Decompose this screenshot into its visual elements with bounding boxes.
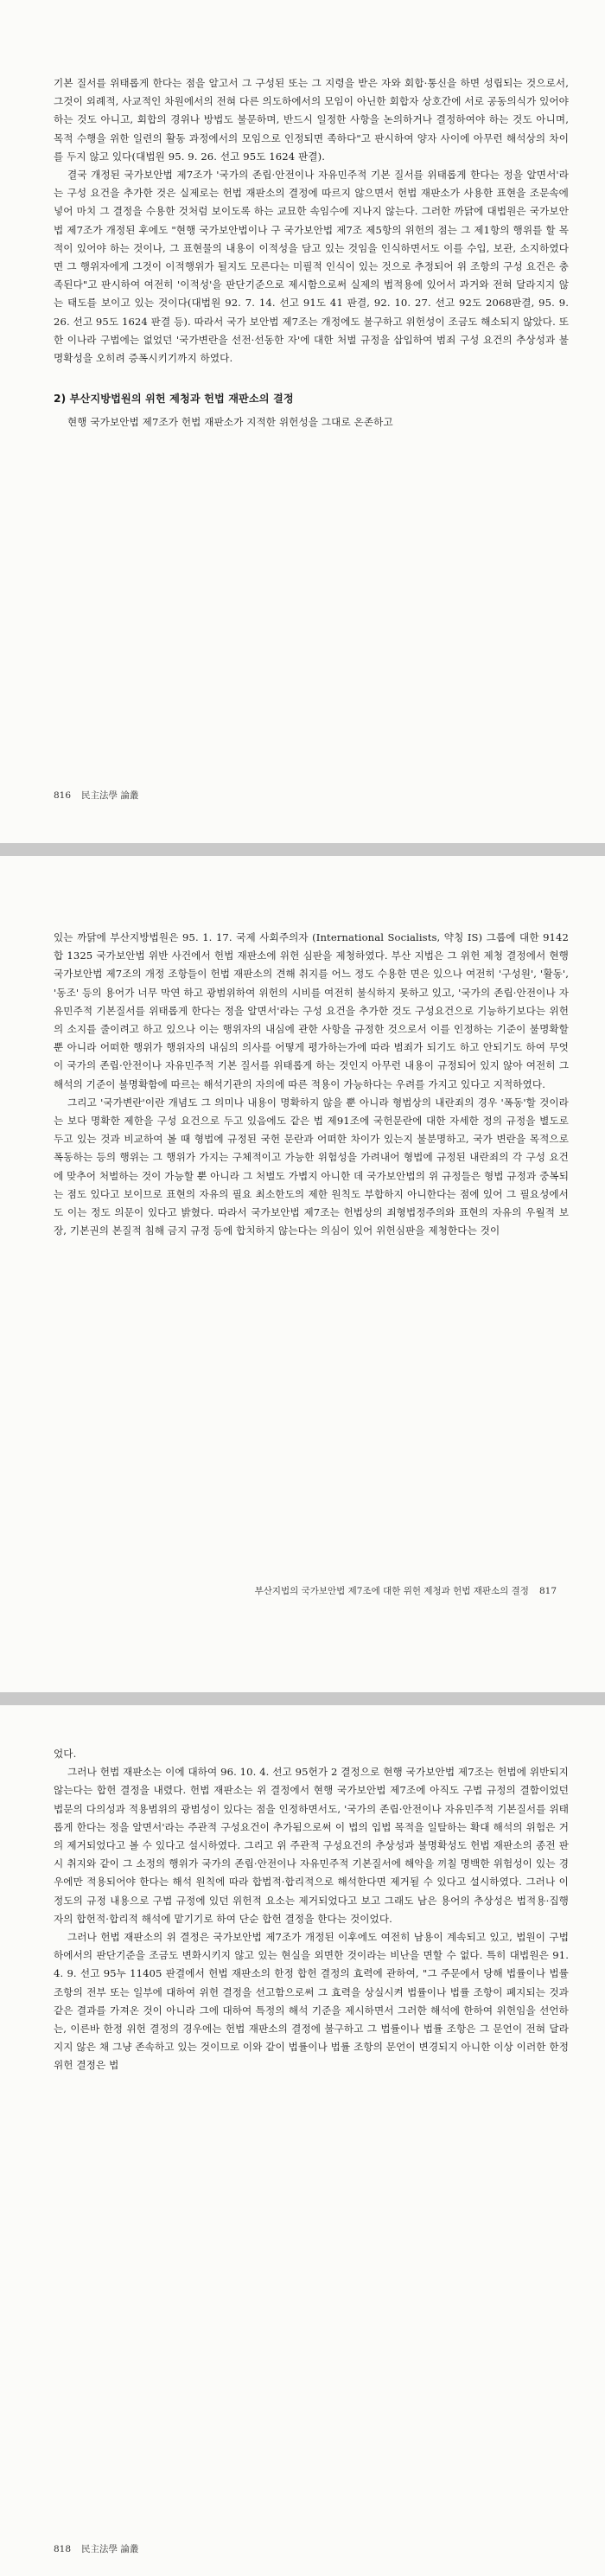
running-title: 民主法學 論叢	[81, 2544, 139, 2554]
section-heading: 2) 부산지방법원의 위헌 제청과 헌법 재판소의 결정	[54, 393, 294, 406]
paragraph: 현행 국가보안법 제7조가 헌법 재판소가 지적한 위헌성을 그대로 온존하고	[67, 416, 393, 429]
running-title: 民主法學 論叢	[81, 790, 139, 801]
page-817-body	[54, 929, 569, 1240]
page-number: 817	[538, 1586, 557, 1596]
page-number: 816	[54, 790, 72, 801]
paragraph: 었다.	[54, 1748, 77, 1760]
page-816-body	[54, 74, 569, 432]
paragraph: 있는 까닭에 부산지방법원은 95. 1. 17. 국제 사회주의자 (International Socialists, 약칭 IS) 그룹에 대한 9142합 1325 국가보안법 위반 사건에서 헌법 재판소에 위헌 심판을 제청하였다. 부산 지법은 그 위헌 제청 결정에서 현행 국가보안법 제7조의 개정 조항들이 헌법 재판소의 견해 취지를 어느 정도 수용한 면은 있으나 여전히 '구성원', '활동', '동조' 등의 용어가 너무 막연 하고 광범위하여 위헌의 시비를 여전히 불식하지 못하고 있고, '국가의 존립·안전이나 자유민주적 기본질서를 위태롭게 한다는 정을 알면서'라는 구성 요건을 추가한 것도 구성요건으로 기능하기보다는 위헌의 소지를 줄이려고 하고 있으나 이는 행위자의 내심에 관한 사항을 규정한 것으로서 이를 인정하는 기준이 불명확할 뿐 아니라 어떠한 행위가 행위자의 내심의 의사를 어떻게 평가하는가에 따라 범죄가 되기도 하고 안되기도 하여 무엇이 국가의 존립·안전이나 자유민주적 기본 질서를 위태롭게 하는 것인지 아무런 내용이 규정되어 있지 않아 여전히 그 해석의 기준이 불명확함에 따르는 해석기관의 자의에 따른 적용이 가능하다는 우려를 가지고 있다고 지적하였다.	[54, 931, 569, 1090]
page-footer	[54, 2542, 149, 2555]
page-816	[0, 0, 605, 843]
page-818	[0, 1705, 605, 2576]
page-817	[0, 856, 605, 1692]
paragraph: 그러나 헌법 재판소는 이에 대하여 96. 10. 4. 선고 95헌가 2 결정으로 현행 국가보안법 제7조는 헌법에 위반되지 않는다는 합헌 결정을 내렸다. 헌법 재판소는 위 결정에서 현행 국가보안법 제7조에 아직도 구법 규정의 결함이었던 법문의 다의성과 적용범위의 광범성이 있다는 점을 인정하면서도, '국가의 존립·안전이나 자유민주적 기본질서를 위태롭게 한다는 정을 알면서'라는 주관적 구성요건이 추가됨으로써 이 법의 입법 목적을 일탈하는 확대 해석의 위험은 거의 제거되었다고 볼 수 있다고 설시하였다. 그리고 위 주관적 구성요건의 추상성과 불명확성도 헌법 재판소의 종전 판시 취지와 같이 그 소정의 행위가 국가의 존립·안전이나 자유민주적 기본질서에 해악을 끼칠 명백한 위험성이 있는 경우에만 적용되어야 한다는 해석 원칙에 따라 합법적·합리적으로 해석한다면 제거될 수 있다고 설시하였다. 그러나 이 정도의 규정 내용으로 구법 규정에 있던 위헌적 요소는 제거되었다고 보고 그래도 남은 용어의 추상성은 법적용·집행자의 합헌적·합리적 해석에 맡기기로 하여 단순 합헌 결정을 한다는 것이었다.	[54, 1766, 569, 1925]
page-footer	[255, 1584, 567, 1597]
paragraph: 결국 개정된 국가보안법 제7조가 '국가의 존립·안전이나 자유민주적 기본 질서를 위태롭게 한다는 정을 알면서'라는 구성 요건을 추가한 것은 실제로는 헌법 재판소의 결정에 따르지 않으면서 헌법 재판소가 사용한 표현을 조문속에 넣어 마치 그 결정을 수용한 것처럼 보이도록 하는 교묘한 속임수에 지나지 않는다. 그러한 까닭에 대법원은 국가보안법 제7조가 개정된 후에도 "현행 국가보안법이나 구 국가보안법 제7조 제5항의 위헌의 점는 그 제1항의 행위를 할 목적이 있어야 하는 것이나, 그 표현물의 내용이 이적성을 담고 있는 것임을 인식하면서도 이를 수입, 보관, 소지하였다면 그 행위자에게 그것이 이적행위가 될지도 모른다는 미필적 인식이 있는 것으로 추정되어 위 조항의 구성 요건은 충족된다"고 판시하여 여전히 '이적성'을 판단기준으로 제시함으로써 실제의 법적용에 있어서 과거와 전혀 달라지지 않는 태도를 보이고 있는 것이다(대법원 92. 7. 14. 선고 91도 41 판결, 92. 10. 27. 선고 92도 2068판결, 95. 9. 26. 선고 95도 1624 판결 등). 따라서 국가 보안법 제7조는 개정에도 불구하고 위헌성이 조금도 해소되지 않았다. 또한 이나라 구법에는 없었던 '국가변란을 선전·선동한 자'에 대한 처벌 규정을 삽입하여 범죄 구성 요건의 추상성과 불명확성을 오히려 증폭시키기까지 하였다.	[54, 169, 569, 365]
page-number: 818	[54, 2544, 72, 2554]
paragraph: 그리고 '국가변란'이란 개념도 그 의미나 내용이 명확하지 않을 뿐 아니라 형법상의 내란죄의 경우 '폭동'할 것이라는 보다 명확한 제한을 구성 요건으로 두고 있음에도 같은 법 제91조에 국헌문란에 대한 자세한 정의 규정을 별도로 두고 있는 것과 비교하여 볼 때 형법에 규정된 국헌 문란과 어떠한 차이가 있는지 불분명하고, 국가 변란을 목적으로 폭동하는 등의 행위는 그 행위가 가지는 구체적이고 가능한 위험성을 가려내어 형법에 규정된 내란죄의 각 구성 요건에 맞추어 처벌하는 것이 가능할 뿐 아니라 그 처벌도 가볍지 아니한 데 국가보안법의 위 규정들은 형법 규정과 중복되는 점도 있다고 보이므로 표현의 자유의 필요 최소한도의 제한 원칙도 부합하지 아니한다는 점에 있어 그 필요성에서도 이는 정도 의문이 있다고 밝혔다. 따라서 국가보안법 제7조는 헌법상의 죄형법정주의와 표현의 자유의 우월적 보장, 기본권의 본질적 침해 금지 규정 등에 합치하지 않는다는 의심이 있어 위헌심판을 제청한다는 것이	[54, 1096, 569, 1237]
running-title: 부산지법의 국가보안법 제7조에 대한 위헌 제청과 헌법 재판소의 결정	[254, 1586, 529, 1596]
paragraph: 그러나 헌법 재판소의 위 결정은 국가보안법 제7조가 개정된 이후에도 여전히 남용이 계속되고 있고, 법원이 구법하에서의 판단기준을 조금도 변화시키지 않고 있는 현실을 외면한 것이라는 비난을 면할 수 없다. 특히 대법원은 91. 4. 9. 선고 95누 11405 판결에서 헌법 재판소의 한정 합헌 결정의 효력에 관하여, "그 주문에서 당해 법률이나 법률 조항의 전부 또는 일부에 대하여 위헌 결정을 선고함으로써 그 효력을 상실시켜 법률이나 법률 조항이 폐지되는 것과 같은 결과를 가져온 것이 아니라 그에 대하여 특정의 해석 기준을 제시하면서 그러한 해석에 한하여 위헌임을 선언하는, 이른바 한정 위헌 결정의 경우에는 헌법 재판소의 결정에 불구하고 그 법률이나 법률 조항은 그 문언이 전혀 달라지지 않은 채 그냥 존속하고 있는 것이므로 이와 같이 법률이나 법률 조항의 문언이 변경되지 아니한 이상 이러한 한정 위헌 결정은 법	[54, 1931, 569, 2072]
page-818-body	[54, 1745, 569, 2075]
page-footer	[54, 789, 149, 802]
paragraph: 기본 질서를 위태롭게 한다는 점을 알고서 그 구성된 또는 그 지령을 받은 자와 회합·통신을 하면 성립되는 것으로서, 그것이 외례적, 사교적인 차원에서의 전혀 다른 의도하에서의 모임이 아닌한 회합자 상호간에 서로 공동의식가 있어야 하는 것도 아니고, 회합의 경위나 방법도 불문하며, 반드시 일정한 사항을 논의하거나 결정하여야 하는 것도 아니며, 목적 수행을 위한 일련의 활동 과정에서의 모임으로 인정되면 족하다"고 판시하여 양자 사이에 아무런 해석상의 차이를 두지 않고 있다(대법원 95. 9. 26. 선고 95도 1624 판결).	[54, 77, 569, 163]
